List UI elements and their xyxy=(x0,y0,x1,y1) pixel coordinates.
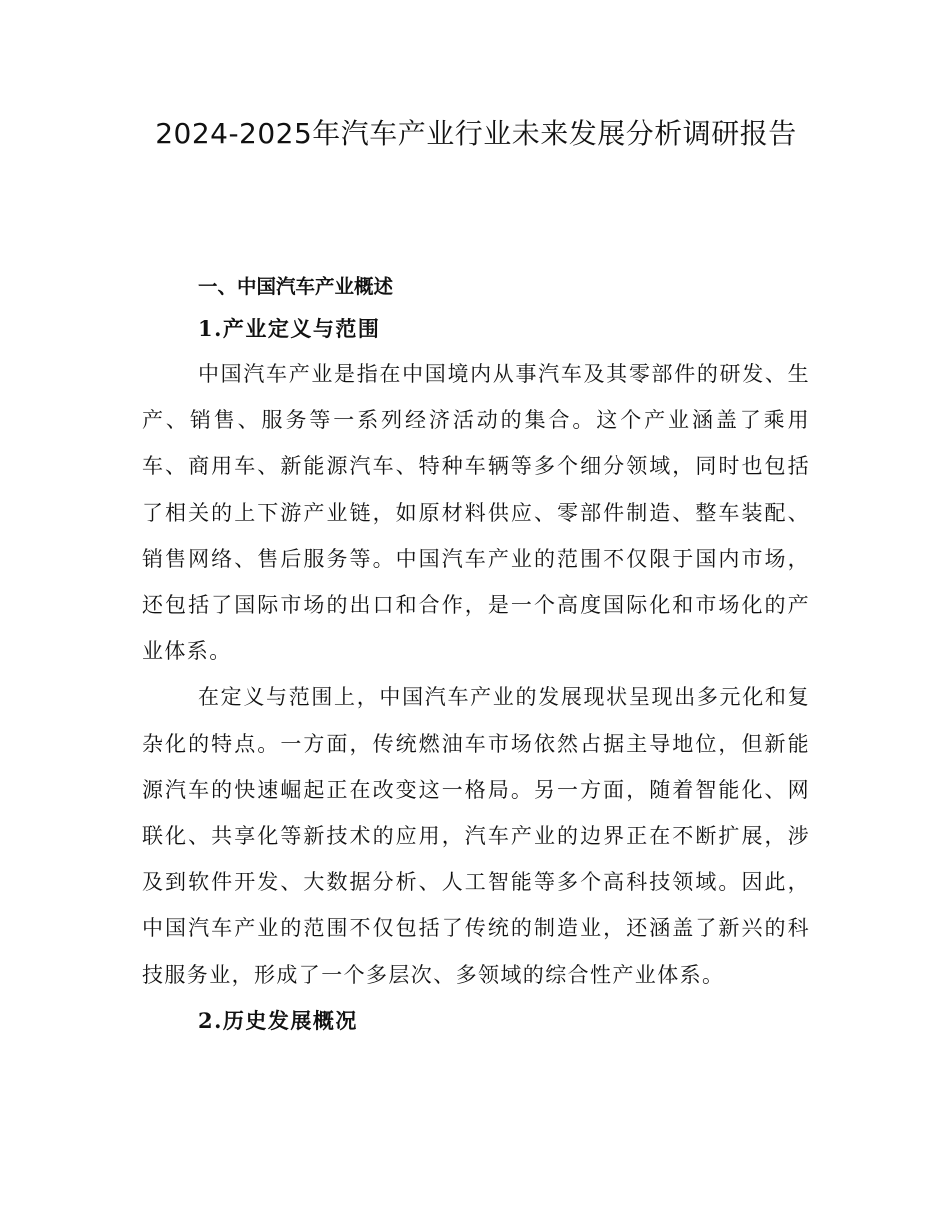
document-body xyxy=(142,268,810,1043)
paragraph-definition: 中国汽车产业是指在中国境内从事汽车及其零部件的研发、生产、销售、服务等一系列经济活动的集合。这个产业涵盖了乘用车、商用车、新能源汽车、特种车辆等多个细分领域，同时也包括了相关的上下游产业链，如原材料供应、零部件制造、整车装配、销售网络、售后服务等。中国汽车产业的范围不仅限于国内市场，还包括了国际市场的出口和合作，是一个高度国际化和市场化的产业体系。 xyxy=(142,362,810,664)
subsection-heading-definition: 1.产业定义与范围 xyxy=(198,316,381,341)
paragraph-scope: 在定义与范围上，中国汽车产业的发展现状呈现出多元化和复杂化的特点。一方面，传统燃油车市场依然占据主导地位，但新能源汽车的快速崛起正在改变这一格局。另一方面，随着智能化、网联化、共享化等新技术的应用，汽车产业的边界正在不断扩展，涉及到软件开发、大数据分析、人工智能等多个高科技领域。因此，中国汽车产业的范围不仅包括了传统的制造业，还涵盖了新兴的科技服务业，形成了一个多层次、多领域的综合性产业体系。 xyxy=(142,685,810,987)
section-heading-overview: 一、中国汽车产业概述 xyxy=(198,275,394,298)
document-title: 2024-2025年汽车产业行业未来发展分析调研报告 xyxy=(155,117,797,150)
subsection-heading-history: 2.历史发展概况 xyxy=(198,1007,358,1033)
